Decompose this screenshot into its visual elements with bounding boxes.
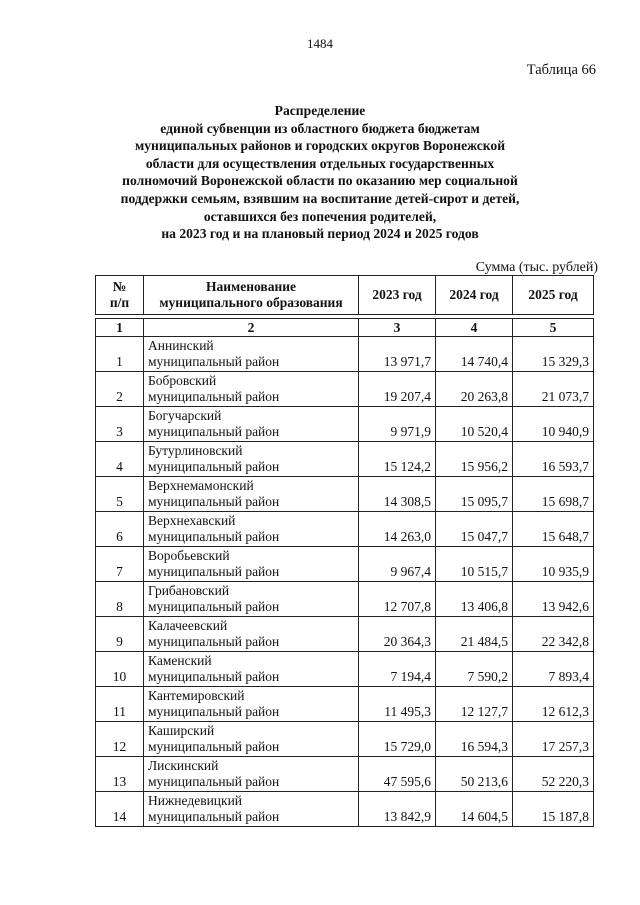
- title-line: поддержки семьям, взявшим на воспитание детей-сирот и детей,: [120, 190, 520, 206]
- value-2023: 19 207,4: [359, 372, 436, 407]
- municipality-name: [144, 512, 359, 547]
- municipality-name-line1: Калачеевский: [148, 618, 228, 633]
- value-2024: 15 095,7: [436, 477, 513, 512]
- table-row: [96, 372, 594, 407]
- value-2023: 7 194,4: [359, 652, 436, 687]
- municipality-name-line1: Кантемировский: [148, 688, 245, 703]
- table-row: [96, 512, 594, 547]
- header-2024: 2024 год: [436, 276, 513, 315]
- row-number: 10: [96, 652, 144, 687]
- value-2025: 15 648,7: [513, 512, 594, 547]
- row-number: 14: [96, 792, 144, 827]
- row-number: 6: [96, 512, 144, 547]
- title-line: области для осуществления отдельных государственных: [145, 155, 495, 171]
- header-name-line2: муниципального образования: [159, 295, 343, 310]
- municipality-name: [144, 757, 359, 792]
- municipality-name-line2: муниципальный район: [148, 529, 280, 544]
- row-number: 7: [96, 547, 144, 582]
- municipality-name-line1: Каменский: [148, 653, 212, 668]
- title-line: на 2023 год и на плановый период 2024 и 2025 годов: [161, 226, 479, 242]
- value-2024: 15 956,2: [436, 442, 513, 477]
- row-number: 3: [96, 407, 144, 442]
- municipality-name-line2: муниципальный район: [148, 669, 280, 684]
- table-row: [96, 477, 594, 512]
- municipality-name-line2: муниципальный район: [148, 739, 280, 754]
- municipality-name-line1: Богучарский: [148, 408, 222, 423]
- header-number: [96, 276, 144, 315]
- row-number: 1: [96, 337, 144, 372]
- distribution-table: [95, 275, 594, 827]
- municipality-name-line1: Аннинский: [148, 338, 214, 353]
- value-2025: 16 593,7: [513, 442, 594, 477]
- column-number: 1: [96, 319, 144, 337]
- value-2024: 16 594,3: [436, 722, 513, 757]
- municipality-name-line1: Верхнемамонский: [148, 478, 254, 493]
- value-2023: 11 495,3: [359, 687, 436, 722]
- table-row: [96, 687, 594, 722]
- value-2023: 15 729,0: [359, 722, 436, 757]
- table-row: [96, 652, 594, 687]
- header-number-line1: №: [112, 279, 127, 294]
- value-2025: 7 893,4: [513, 652, 594, 687]
- municipality-name-line1: Верхнехавский: [148, 513, 236, 528]
- value-2025: 15 329,3: [513, 337, 594, 372]
- municipality-name: [144, 687, 359, 722]
- municipality-name-line1: Лискинский: [148, 758, 219, 773]
- municipality-name-line2: муниципальный район: [148, 704, 280, 719]
- table-row: [96, 547, 594, 582]
- document-title: [60, 102, 580, 243]
- header-number-line2: п/п: [109, 295, 130, 310]
- header-name-line1: Наименование: [206, 279, 296, 294]
- municipality-name-line1: Бобровский: [148, 373, 217, 388]
- column-number: 5: [513, 319, 594, 337]
- header-2025: 2025 год: [513, 276, 594, 315]
- value-2023: 15 124,2: [359, 442, 436, 477]
- municipality-name-line1: Нижнедевицкий: [148, 793, 243, 808]
- municipality-name: [144, 337, 359, 372]
- value-2025: 15 187,8: [513, 792, 594, 827]
- row-number: 4: [96, 442, 144, 477]
- value-2024: 15 047,7: [436, 512, 513, 547]
- value-2024: 20 263,8: [436, 372, 513, 407]
- municipality-name-line2: муниципальный район: [148, 599, 280, 614]
- table-row: [96, 617, 594, 652]
- municipality-name: [144, 582, 359, 617]
- value-2023: 13 842,9: [359, 792, 436, 827]
- municipality-name-line2: муниципальный район: [148, 774, 280, 789]
- value-2024: 14 604,5: [436, 792, 513, 827]
- title-line: полномочий Воронежской области по оказанию мер социальной: [122, 173, 518, 189]
- row-number: 2: [96, 372, 144, 407]
- table-header-row: [96, 276, 594, 315]
- municipality-name-line1: Воробьевский: [148, 548, 230, 563]
- title-line: оставшихся без попечения родителей,: [203, 208, 437, 224]
- municipality-name-line1: Грибановский: [148, 583, 230, 598]
- value-2023: 9 971,9: [359, 407, 436, 442]
- value-2024: 12 127,7: [436, 687, 513, 722]
- value-2025: 12 612,3: [513, 687, 594, 722]
- value-2024: 21 484,5: [436, 617, 513, 652]
- table-row: [96, 442, 594, 477]
- value-2025: 13 942,6: [513, 582, 594, 617]
- row-number: 13: [96, 757, 144, 792]
- value-2024: 7 590,2: [436, 652, 513, 687]
- municipality-name-line2: муниципальный район: [148, 634, 280, 649]
- value-2025: 17 257,3: [513, 722, 594, 757]
- value-2023: 14 263,0: [359, 512, 436, 547]
- value-2025: 10 940,9: [513, 407, 594, 442]
- value-2024: 50 213,6: [436, 757, 513, 792]
- table-row: [96, 582, 594, 617]
- municipality-name-line2: муниципальный район: [148, 459, 280, 474]
- header-2023: 2023 год: [359, 276, 436, 315]
- value-2023: 47 595,6: [359, 757, 436, 792]
- value-2024: 10 520,4: [436, 407, 513, 442]
- value-2023: 9 967,4: [359, 547, 436, 582]
- row-number: 5: [96, 477, 144, 512]
- table-row: [96, 337, 594, 372]
- table-label: Таблица 66: [526, 62, 596, 78]
- row-number: 9: [96, 617, 144, 652]
- municipality-name-line1: Каширский: [148, 723, 215, 738]
- table-row: [96, 722, 594, 757]
- column-number: 3: [359, 319, 436, 337]
- row-number: 12: [96, 722, 144, 757]
- municipality-name: [144, 477, 359, 512]
- title-line: единой субвенции из областного бюджета бюджетам: [160, 120, 480, 136]
- value-2025: 15 698,7: [513, 477, 594, 512]
- municipality-name: [144, 372, 359, 407]
- municipality-name: [144, 652, 359, 687]
- sum-unit-label: Сумма (тыс. рублей): [475, 260, 598, 275]
- table-row: [96, 792, 594, 827]
- row-number: 11: [96, 687, 144, 722]
- municipality-name: [144, 547, 359, 582]
- title-line: муниципальных районов и городских округов Воронежской: [134, 138, 506, 154]
- value-2025: 22 342,8: [513, 617, 594, 652]
- column-numbers-row: [96, 319, 594, 337]
- value-2023: 12 707,8: [359, 582, 436, 617]
- value-2023: 20 364,3: [359, 617, 436, 652]
- municipality-name-line2: муниципальный район: [148, 354, 280, 369]
- municipality-name-line2: муниципальный район: [148, 389, 280, 404]
- municipality-name: [144, 442, 359, 477]
- column-number: 2: [144, 319, 359, 337]
- value-2025: 52 220,3: [513, 757, 594, 792]
- value-2025: 10 935,9: [513, 547, 594, 582]
- municipality-name-line2: муниципальный район: [148, 809, 280, 824]
- value-2025: 21 073,7: [513, 372, 594, 407]
- value-2023: 14 308,5: [359, 477, 436, 512]
- header-name: [144, 276, 359, 315]
- municipality-name-line1: Бутурлиновский: [148, 443, 243, 458]
- municipality-name-line2: муниципальный район: [148, 424, 280, 439]
- title-line: Распределение: [274, 103, 366, 118]
- row-number: 8: [96, 582, 144, 617]
- column-number: 4: [436, 319, 513, 337]
- table-row: [96, 757, 594, 792]
- value-2024: 10 515,7: [436, 547, 513, 582]
- municipality-name: [144, 617, 359, 652]
- value-2024: 13 406,8: [436, 582, 513, 617]
- table-row: [96, 407, 594, 442]
- municipality-name: [144, 722, 359, 757]
- value-2023: 13 971,7: [359, 337, 436, 372]
- value-2024: 14 740,4: [436, 337, 513, 372]
- page-number: 1484: [307, 36, 333, 51]
- municipality-name: [144, 792, 359, 827]
- municipality-name-line2: муниципальный район: [148, 494, 280, 509]
- municipality-name-line2: муниципальный район: [148, 564, 280, 579]
- municipality-name: [144, 407, 359, 442]
